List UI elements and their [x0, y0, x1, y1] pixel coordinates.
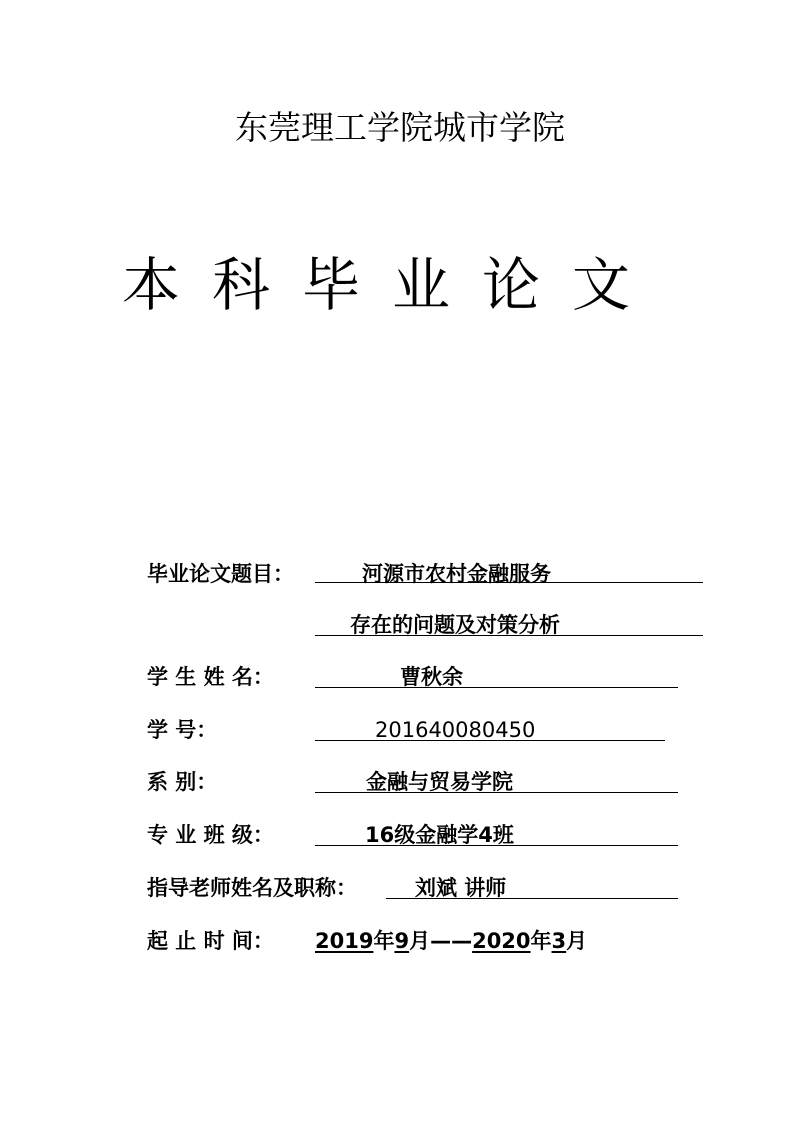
document-title: 本科毕业论文	[122, 251, 663, 319]
topic-label: 毕业论文题目：	[147, 562, 294, 586]
period-dash: ——	[430, 929, 473, 953]
department-underline	[315, 792, 678, 793]
major-label: 专 业 班 级：	[147, 823, 274, 847]
major-underline	[315, 845, 678, 846]
topic-underline-1	[315, 582, 703, 583]
student-name-label: 学 生 姓 名：	[147, 665, 274, 689]
major-value: 16级金融学4班	[365, 823, 514, 847]
department-value: 金融与贸易学院	[366, 770, 513, 794]
year-char-2: 年	[530, 929, 552, 953]
topic-value-line1: 河源市农村金融服务	[362, 562, 551, 586]
year-char-1: 年	[373, 929, 395, 953]
advisor-underline	[386, 898, 678, 899]
topic-value-line2: 存在的问题及对策分析	[350, 613, 560, 637]
student-id-label: 学 号：	[147, 718, 218, 742]
period-start-year: 2019	[315, 929, 374, 953]
student-name-underline	[315, 687, 678, 688]
department-label: 系 别：	[147, 770, 218, 794]
topic-underline-2	[315, 635, 703, 636]
month-char-1: 月	[409, 929, 431, 953]
student-id-underline	[315, 740, 665, 741]
period-label: 起 止 时 间：	[147, 929, 274, 953]
period-value	[315, 927, 587, 955]
period-end-month: 3	[551, 929, 567, 953]
advisor-label: 指导老师姓名及职称：	[147, 876, 357, 900]
school-name: 东莞理工学院城市学院	[235, 108, 565, 147]
student-id-value: 201640080450	[375, 718, 536, 742]
advisor-value: 刘斌 讲师	[415, 876, 507, 900]
month-char-2: 月	[566, 929, 588, 953]
period-end-year: 2020	[472, 929, 531, 953]
period-start-month: 9	[394, 929, 410, 953]
student-name-value: 曹秋余	[400, 665, 463, 689]
